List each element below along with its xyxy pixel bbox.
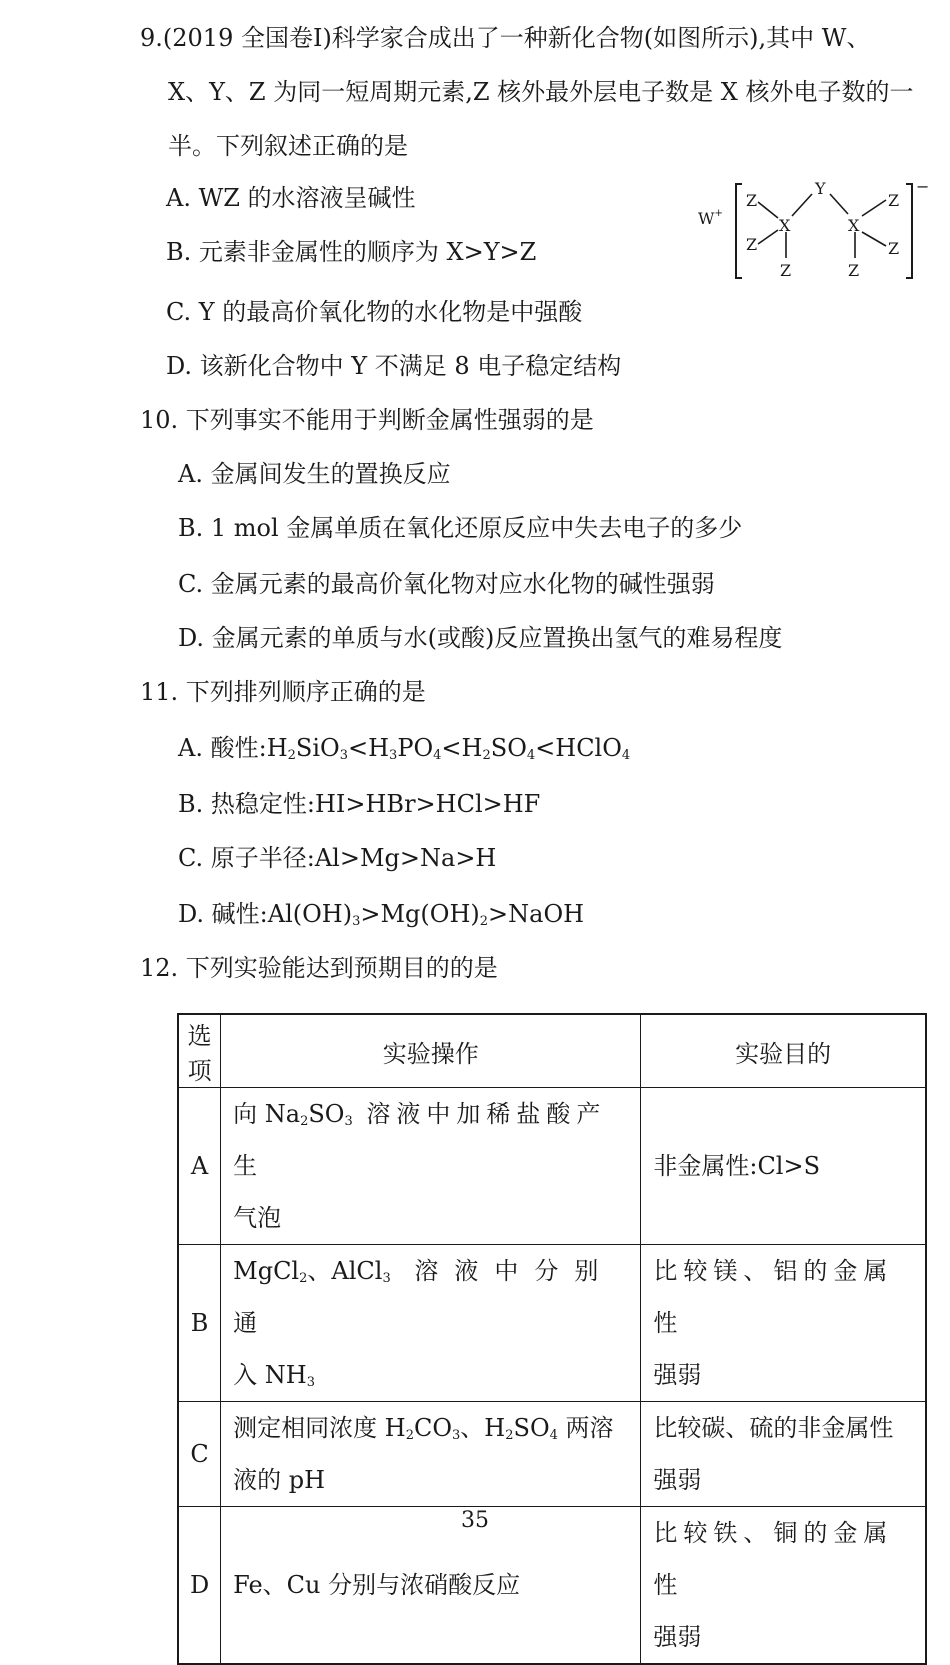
q11-stem: 11. 下列排列顺序正确的是 [140,678,426,706]
q11-option-c: C. 原子半径:Al>Mg>Na>H [178,844,497,872]
right-bracket [906,184,912,278]
q11-option-d: D. 碱性$:Al(OH)_3>Mg(OH)_2>NaOH$ [178,900,585,929]
atom-z: Z [780,261,792,280]
atom-y: Y [815,179,826,198]
q10-option-a: A. 金属间发生的置换反应 [178,460,451,488]
row-purpose: 比较镁、铝的金属性 强弱 [641,1245,926,1402]
atom-z: Z [848,261,860,280]
row-label: B [178,1245,221,1402]
row-purpose: 非金属性:Cl>S [641,1088,926,1245]
q10-stem: 10. 下列事实不能用于判断金属性强弱的是 [140,406,594,434]
q9-option-a: A. WZ 的水溶液呈碱性 [166,184,416,212]
table-row [178,1245,926,1402]
row-purpose: 比较碳、硫的非金属性 强弱 [641,1402,926,1507]
q9-stem-line1: 9.(2019 全国卷Ⅰ)科学家合成出了一种新化合物(如图所示),其中 W、 [140,24,871,52]
header-operation: 实验操作 [221,1014,641,1088]
atom-x-left: X [779,216,791,235]
q11-option-b: B. 热稳定性:HI>HBr>HCl>HF [178,790,541,818]
row-label: A [178,1088,221,1245]
row-label: D [178,1507,221,1665]
experiment-table [177,1013,927,1665]
page-number: 35 [461,1508,489,1533]
q12-stem: 12. 下列实验能达到预期目的的是 [140,954,498,982]
header-option: 选项 [178,1014,221,1088]
q10-option-c: C. 金属元素的最高价氧化物对应水化物的碱性强弱 [178,570,715,598]
atom-x-right: X [848,216,860,235]
anion-charge: − [916,177,930,196]
row-operation: MgCl$_2$、AlCl$_3$ 溶液中分别通 入 $NH_3$ [221,1245,641,1402]
q9-stem-line2: X、Y、Z 为同一短周期元素,Z 核外最外层电子数是 X 核外电子数的一 [168,78,914,106]
row-label: C [178,1402,221,1507]
q10-option-b: B. 1 mol 金属单质在氧化还原反应中失去电子的多少 [178,514,743,542]
atom-z: Z [888,239,900,258]
table-row [178,1088,926,1245]
row-operation: 向 $Na_2SO_3$ 溶液中加稀盐酸产生 气泡 [221,1088,641,1245]
atom-z: Z [888,191,900,210]
bonds [758,194,886,258]
q9-option-d: D. 该新化合物中 Y 不满足 8 电子稳定结构 [166,352,622,380]
header-purpose: 实验目的 [641,1014,926,1088]
q9-stem-line3: 半。下列叙述正确的是 [168,132,408,160]
row-purpose: 比较铁、铜的金属性 强弱 [641,1507,926,1665]
left-bracket [736,184,742,278]
q9-option-c: C. Y 的最高价氧化物的水化物是中强酸 [166,298,583,326]
row-operation: 测定相同浓度 $H_2CO_3$、$H_2SO_4$ 两溶 液的 pH [221,1402,641,1507]
atom-z: Z [746,191,758,210]
table-header-row [178,1014,926,1088]
q10-option-d: D. 金属元素的单质与水(或酸)反应置换出氢气的难易程度 [178,624,783,652]
cation-w: W+ [698,208,723,228]
q11-option-a: A. 酸性$:H_2SiO_3<H_3PO_4<H_2SO_4<HClO_4$ [178,734,631,763]
compound-structure-diagram [692,172,932,292]
row-operation: Fe、Cu 分别与浓硝酸反应 [221,1507,641,1665]
atom-z: Z [746,235,758,254]
table-row [178,1402,926,1507]
q9-option-b: B. 元素非金属性的顺序为 X>Y>Z [166,238,537,266]
